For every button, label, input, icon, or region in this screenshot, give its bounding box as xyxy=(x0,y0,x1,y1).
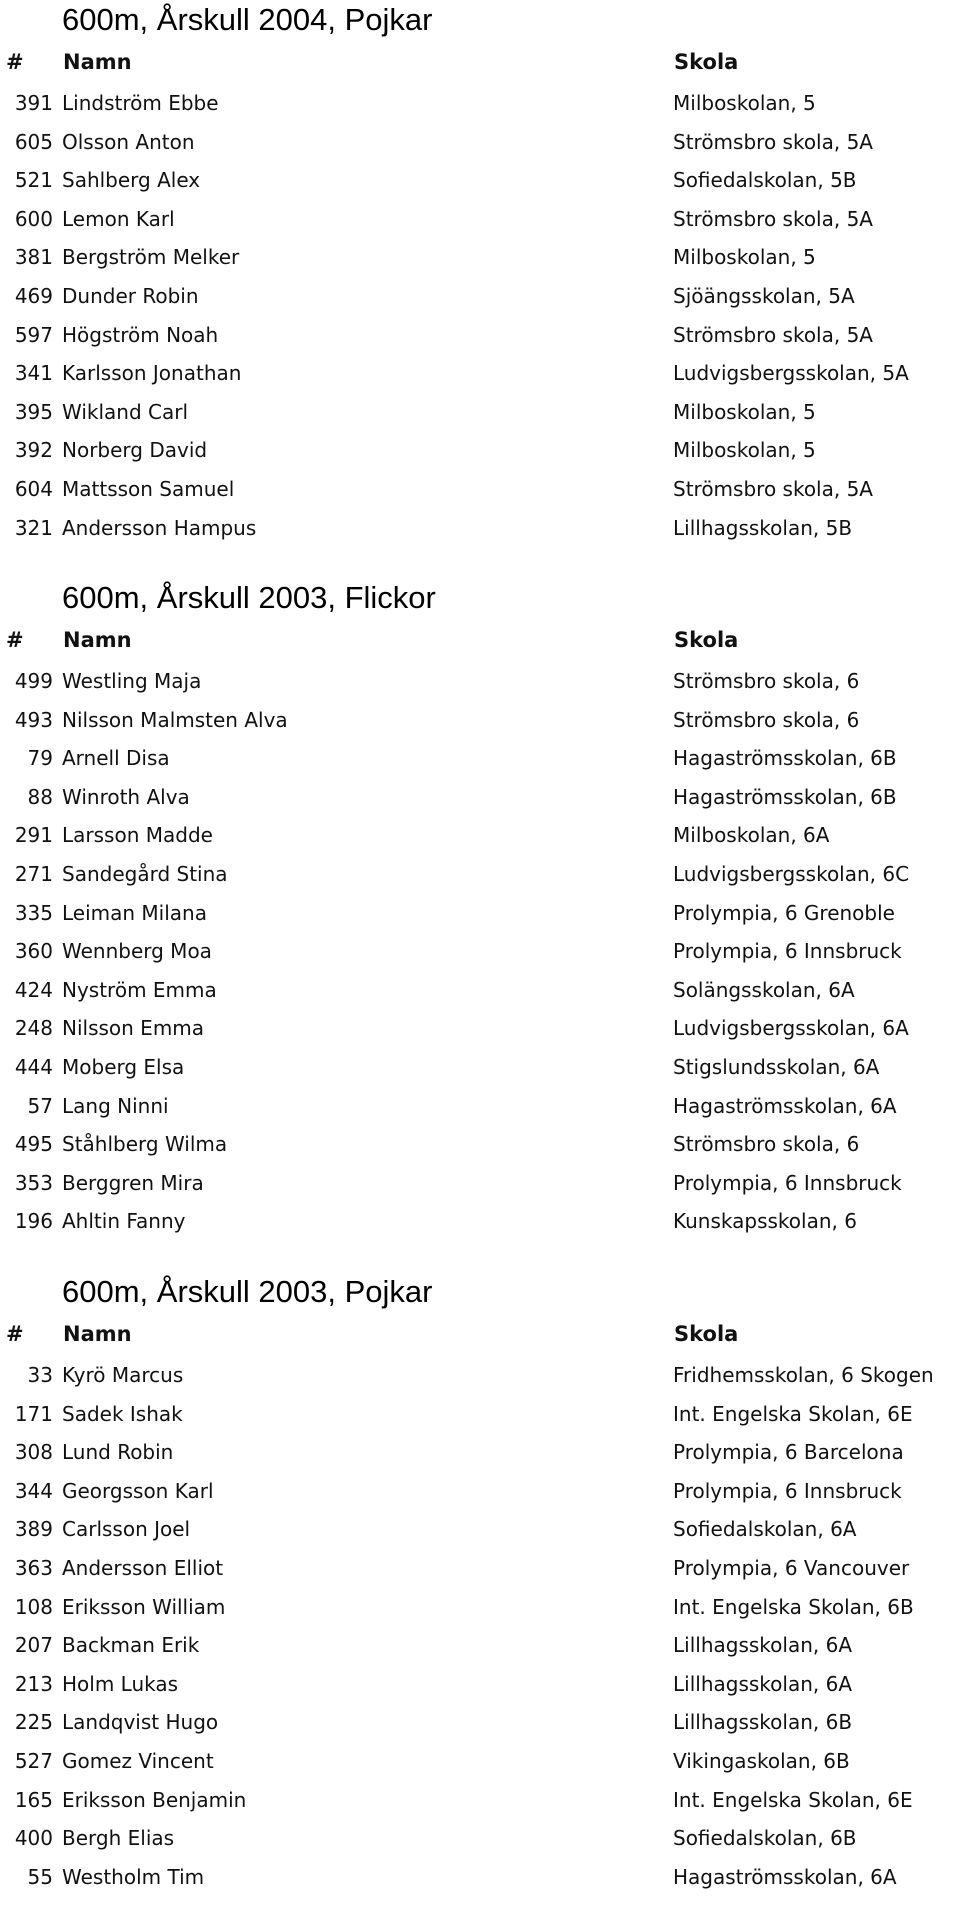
participant-row xyxy=(0,393,960,432)
participant-name: Karlsson Jonathan xyxy=(62,361,242,386)
participant-school: Fridhemsskolan, 6 Skogen xyxy=(673,1363,934,1387)
participant-name: Landqvist Hugo xyxy=(62,1710,219,1735)
participant-school: Ludvigsbergsskolan, 6A xyxy=(673,1016,909,1041)
participant-name: Bergström Melker xyxy=(62,245,240,270)
bib-number: 395 xyxy=(14,399,53,424)
participant-name: Ahltin Fanny xyxy=(62,1209,186,1234)
participant-name: Winroth Alva xyxy=(62,784,190,809)
participant-name: Backman Erik xyxy=(62,1633,200,1658)
bib-number: 344 xyxy=(14,1478,53,1503)
participant-name: Holm Lukas xyxy=(62,1671,179,1696)
participant-row xyxy=(0,1472,960,1511)
participant-name: Eriksson William xyxy=(62,1594,226,1619)
bib-number: 341 xyxy=(14,361,53,386)
participant-name: Sahlberg Alex xyxy=(62,168,201,193)
column-header-number: # xyxy=(6,628,24,652)
column-header-row xyxy=(0,46,960,78)
bib-number: 308 xyxy=(14,1440,53,1465)
participant-row xyxy=(0,701,960,740)
column-header-name: Namn xyxy=(63,628,132,652)
participant-name: Lemon Karl xyxy=(62,206,175,231)
bib-number: 57 xyxy=(27,1093,53,1118)
section-title: 600m, Årskull 2003, Flickor xyxy=(62,580,436,615)
participant-row xyxy=(0,739,960,778)
bib-number: 225 xyxy=(14,1710,53,1735)
participant-list xyxy=(0,84,960,547)
participant-name: Larsson Madde xyxy=(62,823,213,848)
bib-number: 444 xyxy=(14,1054,53,1079)
bib-number: 521 xyxy=(14,168,53,193)
participant-name: Lang Ninni xyxy=(62,1093,169,1118)
participant-row xyxy=(0,1164,960,1203)
participant-name: Mattsson Samuel xyxy=(62,476,235,501)
bib-number: 597 xyxy=(14,322,53,347)
bib-number: 400 xyxy=(14,1826,53,1851)
participant-row xyxy=(0,1202,960,1241)
participant-name: Dunder Robin xyxy=(62,283,199,308)
participant-school: Milboskolan, 6A xyxy=(673,823,830,848)
participant-school: Milboskolan, 5 xyxy=(673,399,816,424)
column-header-number: # xyxy=(6,1322,24,1346)
participant-name: Ståhlberg Wilma xyxy=(62,1132,228,1157)
participant-row xyxy=(0,509,960,548)
section-title: 600m, Årskull 2003, Pojkar xyxy=(62,1274,433,1309)
participant-name: Lund Robin xyxy=(62,1440,174,1465)
participant-row xyxy=(0,354,960,393)
bib-number: 493 xyxy=(14,707,53,732)
participant-row xyxy=(0,277,960,316)
bib-number: 171 xyxy=(14,1401,53,1426)
participant-name: Arnell Disa xyxy=(62,746,170,771)
participant-school: Hagaströmsskolan, 6A xyxy=(673,1864,897,1889)
participant-school: Ludvigsbergsskolan, 6C xyxy=(673,861,910,886)
participant-school: Int. Engelska Skolan, 6B xyxy=(673,1594,914,1619)
bib-number: 55 xyxy=(27,1864,53,1889)
participant-school: Kunskapsskolan, 6 xyxy=(673,1209,857,1234)
participant-row xyxy=(0,662,960,701)
participant-school: Milboskolan, 5 xyxy=(673,438,816,463)
participant-name: Westling Maja xyxy=(62,669,202,693)
column-header-school: Skola xyxy=(674,50,739,74)
bib-number: 196 xyxy=(14,1209,53,1234)
section-title: 600m, Årskull 2004, Pojkar xyxy=(62,2,433,37)
participant-school: Solängsskolan, 6A xyxy=(673,977,855,1002)
bib-number: 207 xyxy=(14,1633,53,1658)
bib-number: 469 xyxy=(14,283,53,308)
participant-school: Prolympia, 6 Grenoble xyxy=(673,900,895,925)
participant-school: Lillhagsskolan, 6A xyxy=(673,1633,852,1658)
participant-row xyxy=(0,200,960,239)
bib-number: 321 xyxy=(14,515,53,540)
participant-school: Hagaströmsskolan, 6B xyxy=(673,746,897,771)
bib-number: 165 xyxy=(14,1787,53,1812)
bib-number: 271 xyxy=(14,861,53,886)
column-header-row xyxy=(0,1318,960,1350)
participant-row xyxy=(0,84,960,123)
participant-row xyxy=(0,1048,960,1087)
column-header-row xyxy=(0,624,960,656)
bib-number: 248 xyxy=(14,1016,53,1041)
participant-school: Ludvigsbergsskolan, 5A xyxy=(673,361,909,386)
bib-number: 605 xyxy=(14,129,53,154)
participant-row xyxy=(0,971,960,1010)
bib-number: 363 xyxy=(14,1555,53,1580)
bib-number: 381 xyxy=(14,245,53,270)
bib-number: 424 xyxy=(14,977,53,1002)
participant-row xyxy=(0,470,960,509)
participant-name: Andersson Elliot xyxy=(62,1555,224,1580)
participant-school: Milboskolan, 5 xyxy=(673,91,816,115)
participant-row xyxy=(0,816,960,855)
participant-row xyxy=(0,1087,960,1126)
participant-name: Gomez Vincent xyxy=(62,1748,214,1773)
bib-number: 79 xyxy=(27,746,53,771)
participant-row xyxy=(0,1433,960,1472)
participant-school: Prolympia, 6 Barcelona xyxy=(673,1440,904,1465)
participant-row xyxy=(0,1703,960,1742)
participant-name: Westholm Tim xyxy=(62,1864,205,1889)
bib-number: 88 xyxy=(27,784,53,809)
participant-school: Hagaströmsskolan, 6A xyxy=(673,1093,897,1118)
participant-name: Nyström Emma xyxy=(62,977,217,1002)
column-header-number: # xyxy=(6,50,24,74)
participant-row xyxy=(0,1781,960,1820)
participant-row xyxy=(0,894,960,933)
bib-number: 604 xyxy=(14,476,53,501)
participant-school: Strömsbro skola, 6 xyxy=(673,707,860,732)
participant-name: Wennberg Moa xyxy=(62,939,212,964)
participant-row xyxy=(0,238,960,277)
column-header-name: Namn xyxy=(63,1322,132,1346)
participant-name: Georgsson Karl xyxy=(62,1478,214,1503)
participant-school: Strömsbro skola, 5A xyxy=(673,476,873,501)
bib-number: 389 xyxy=(14,1517,53,1542)
participant-school: Sjöängsskolan, 5A xyxy=(673,283,855,308)
participant-name: Sadek Ishak xyxy=(62,1401,183,1426)
bib-number: 392 xyxy=(14,438,53,463)
participant-name: Nilsson Emma xyxy=(62,1016,205,1041)
participant-list xyxy=(0,1356,960,1896)
participant-name: Olsson Anton xyxy=(62,129,195,154)
participant-school: Hagaströmsskolan, 6B xyxy=(673,784,897,809)
participant-school: Strömsbro skola, 5A xyxy=(673,206,873,231)
column-header-school: Skola xyxy=(674,1322,739,1346)
participant-name: Wikland Carl xyxy=(62,399,189,424)
participant-school: Prolympia, 6 Innsbruck xyxy=(673,1170,902,1195)
participant-school: Strömsbro skola, 5A xyxy=(673,322,873,347)
participant-name: Kyrö Marcus xyxy=(62,1363,184,1387)
participant-school: Lillhagsskolan, 6B xyxy=(673,1710,853,1735)
bib-number: 33 xyxy=(27,1363,53,1387)
participant-school: Stigslundsskolan, 6A xyxy=(673,1054,880,1079)
column-header-school: Skola xyxy=(674,628,739,652)
participant-name: Berggren Mira xyxy=(62,1170,204,1195)
participant-row xyxy=(0,1356,960,1395)
participant-name: Bergh Elias xyxy=(62,1826,175,1851)
participant-school: Vikingaskolan, 6B xyxy=(673,1748,850,1773)
bib-number: 108 xyxy=(14,1594,53,1619)
participant-name: Carlsson Joel xyxy=(62,1517,191,1542)
participant-name: Eriksson Benjamin xyxy=(62,1787,247,1812)
participant-row xyxy=(0,1626,960,1665)
participant-row xyxy=(0,932,960,971)
participant-row xyxy=(0,1549,960,1588)
bib-number: 213 xyxy=(14,1671,53,1696)
participant-school: Prolympia, 6 Vancouver xyxy=(673,1555,910,1580)
participant-school: Milboskolan, 5 xyxy=(673,245,816,270)
participant-row xyxy=(0,1588,960,1627)
participant-row xyxy=(0,1742,960,1781)
participant-school: Strömsbro skola, 6 xyxy=(673,1132,860,1157)
participant-school: Sofiedalskolan, 6B xyxy=(673,1826,857,1851)
participant-row xyxy=(0,431,960,470)
participant-row xyxy=(0,316,960,355)
participant-row xyxy=(0,123,960,162)
column-header-name: Namn xyxy=(63,50,132,74)
participant-school: Lillhagsskolan, 6A xyxy=(673,1671,852,1696)
participant-school: Sofiedalskolan, 6A xyxy=(673,1517,857,1542)
participant-name: Högström Noah xyxy=(62,322,219,347)
participant-school: Int. Engelska Skolan, 6E xyxy=(673,1787,913,1812)
participant-row xyxy=(0,1009,960,1048)
bib-number: 291 xyxy=(14,823,53,848)
participant-row xyxy=(0,161,960,200)
participant-row xyxy=(0,1395,960,1434)
participant-name: Nilsson Malmsten Alva xyxy=(62,707,288,732)
participant-name: Leiman Milana xyxy=(62,900,207,925)
participant-school: Strömsbro skola, 5A xyxy=(673,129,873,154)
participant-row xyxy=(0,855,960,894)
participant-row xyxy=(0,1665,960,1704)
bib-number: 353 xyxy=(14,1170,53,1195)
participant-school: Sofiedalskolan, 5B xyxy=(673,168,857,193)
participant-name: Lindström Ebbe xyxy=(62,91,219,115)
participant-school: Int. Engelska Skolan, 6E xyxy=(673,1401,913,1426)
participant-name: Sandegård Stina xyxy=(62,861,228,886)
participant-name: Moberg Elsa xyxy=(62,1054,185,1079)
participant-school: Prolympia, 6 Innsbruck xyxy=(673,1478,902,1503)
bib-number: 527 xyxy=(14,1748,53,1773)
bib-number: 335 xyxy=(14,900,53,925)
bib-number: 495 xyxy=(14,1132,53,1157)
participant-name: Andersson Hampus xyxy=(62,515,257,540)
participant-row xyxy=(0,1819,960,1858)
bib-number: 499 xyxy=(14,669,53,693)
bib-number: 391 xyxy=(14,91,53,115)
participant-school: Strömsbro skola, 6 xyxy=(673,669,860,693)
participant-row xyxy=(0,1125,960,1164)
participant-list xyxy=(0,662,960,1241)
participant-name: Norberg David xyxy=(62,438,208,463)
participant-row xyxy=(0,1510,960,1549)
participant-school: Prolympia, 6 Innsbruck xyxy=(673,939,902,964)
participant-row xyxy=(0,778,960,817)
bib-number: 360 xyxy=(14,939,53,964)
participant-school: Lillhagsskolan, 5B xyxy=(673,515,853,540)
participant-row xyxy=(0,1858,960,1897)
bib-number: 600 xyxy=(14,206,53,231)
